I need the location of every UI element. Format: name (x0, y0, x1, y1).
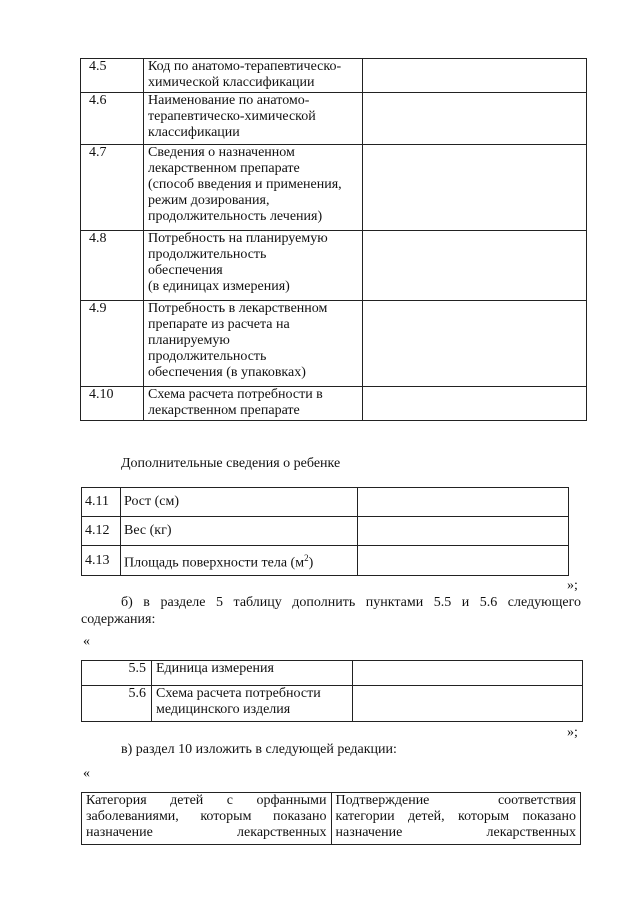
row-number: 4.6 (81, 93, 144, 145)
row-label-line: режим дозирования, (148, 193, 270, 208)
table-row (82, 793, 581, 845)
value-cell[interactable] (358, 517, 569, 546)
value-cell[interactable] (363, 231, 587, 301)
value-cell[interactable] (363, 93, 587, 145)
row-number: 4.11 (82, 488, 121, 517)
row-label (152, 661, 353, 686)
table-row (82, 488, 569, 517)
row-label-line: химической классификации (148, 75, 315, 90)
para-b-line-2: содержания: (81, 612, 156, 627)
row-label-line: классификации (148, 125, 240, 140)
row-label (121, 546, 358, 576)
row-label-line: Единица измерения (156, 661, 274, 676)
child-info-heading: Дополнительные сведения о ребенке (121, 456, 341, 471)
para-b-line-1: б) в разделе 5 таблицу дополнить пунктами 5.5 и 5.6 следующего (121, 595, 581, 610)
row-label (144, 93, 363, 145)
header-line: категории детей, которым показано (335, 809, 576, 824)
row-label-line: лекарственном препарате (148, 161, 300, 176)
row-label-line: Схема расчета потребности (156, 686, 321, 701)
table-row (81, 301, 587, 387)
value-cell[interactable] (358, 488, 569, 517)
value-cell[interactable] (363, 387, 587, 421)
header-line: назначение лекарственных (335, 825, 576, 840)
row-label-line: (в единицах измерения) (148, 279, 290, 294)
row-label-line: Наименование по анатомо- (148, 93, 310, 108)
table-section-4 (80, 58, 587, 421)
table-row (81, 145, 587, 231)
table-row (81, 59, 587, 93)
row-number: 5.6 (82, 686, 152, 722)
table-row (82, 686, 583, 722)
row-label (144, 301, 363, 387)
row-number: 5.5 (82, 661, 152, 686)
value-cell[interactable] (353, 661, 583, 686)
row-number: 4.7 (81, 145, 144, 231)
header-line: Подтверждение соответствия (335, 793, 576, 808)
table-row (81, 93, 587, 145)
row-number: 4.5 (81, 59, 144, 93)
open-quote: « (83, 766, 90, 781)
table-row (82, 546, 569, 576)
row-label: Вес (кг) (121, 517, 358, 546)
row-label-line: обеспечения (в упаковках) (148, 365, 306, 380)
row-label-line: Сведения о назначенном (148, 145, 295, 160)
value-cell[interactable] (363, 145, 587, 231)
row-label-line: продолжительность (148, 247, 267, 262)
row-label-text: Площадь поверхности тела (м (124, 555, 305, 571)
table-section-5 (81, 660, 583, 722)
table-row (81, 387, 587, 421)
table-section-10 (81, 792, 581, 845)
confirmation-header (331, 793, 581, 845)
header-line: Категория детей с орфанными (86, 793, 327, 808)
superscript: 2 (304, 552, 309, 563)
value-cell[interactable] (358, 546, 569, 576)
table-child-info (81, 487, 569, 576)
row-number: 4.8 (81, 231, 144, 301)
row-label-line: (способ введения и применения, (148, 177, 342, 192)
row-label-tail: ) (308, 555, 314, 571)
row-label-line: Потребность в лекарственном (148, 301, 328, 316)
value-cell[interactable] (363, 301, 587, 387)
row-number: 4.9 (81, 301, 144, 387)
table-row (82, 661, 583, 686)
row-label (144, 387, 363, 421)
row-label (144, 231, 363, 301)
row-label-line: Схема расчета потребности в (148, 387, 323, 402)
row-label-line: продолжительность (148, 349, 267, 364)
row-label-line: лекарственном препарате (148, 403, 300, 418)
value-cell[interactable] (353, 686, 583, 722)
para-c: в) раздел 10 изложить в следующей редакции: (121, 742, 397, 757)
header-line: заболеваниями, которым показано (86, 809, 327, 824)
row-label-line: обеспечения (148, 263, 223, 278)
row-label-line: препарате из расчета на (148, 317, 290, 332)
row-label-line: Потребность на планируемую (148, 231, 328, 246)
row-label: Рост (см) (121, 488, 358, 517)
row-label-line: Код по анатомо-терапевтическо- (148, 59, 342, 74)
row-label (144, 59, 363, 93)
row-number: 4.12 (82, 517, 121, 546)
row-label-line: продолжительность лечения) (148, 209, 323, 224)
table-row (81, 231, 587, 301)
open-quote: « (83, 634, 90, 649)
category-header (82, 793, 332, 845)
row-label-line: терапевтическо-химической (148, 109, 316, 124)
close-quote: »; (567, 725, 578, 740)
row-label-line: планируемую (148, 333, 230, 348)
value-cell[interactable] (363, 59, 587, 93)
close-quote: »; (567, 578, 578, 593)
row-number: 4.10 (81, 387, 144, 421)
row-label (144, 145, 363, 231)
table-row (82, 517, 569, 546)
row-label (152, 686, 353, 722)
header-line: назначение лекарственных (86, 825, 327, 840)
row-number: 4.13 (82, 546, 121, 576)
row-label-line: медицинского изделия (156, 702, 291, 717)
